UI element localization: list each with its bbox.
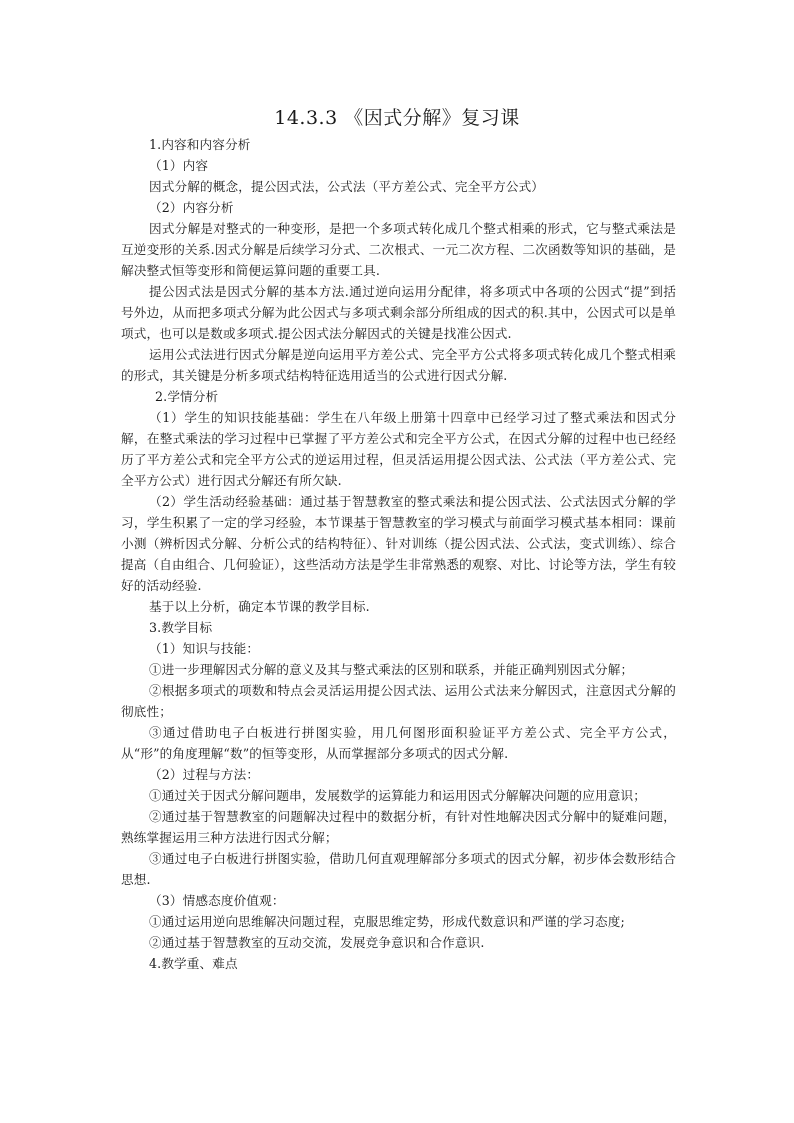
- paragraph: （2）学生活动经验基础：通过基于智慧教室的整式乘法和提公因式法、公式法因式分解的学习，学生积累了一定的学习经验，本节课基于智慧教室的学习模式与前面学习模式基本相同：课前小测（辨析因式分解、分析公式的结构特征）、针对训练（提公因式法、公式法，变式训练）、综合提高（自由组合、几何验证），这些活动方法是学生非常熟悉的观察、对比、讨论等方法，学生有较好的活动经验.: [121, 494, 676, 593]
- paragraph: 因式分解的概念，提公因式法，公式法（平方差公式、完全平方公式）: [149, 179, 545, 194]
- paragraph: 运用公式法进行因式分解是逆向运用平方差公式、完全平方公式将多项式转化成几个整式相乘的形式，其关键是分析多项式结构特征选用适当的公式进行因式分解.: [121, 347, 676, 383]
- list-item: ②根据多项式的项数和特点会灵活运用提公因式法、运用公式法来分解因式，注意因式分解的彻底性；: [121, 683, 676, 719]
- subheading-content: （1）内容: [149, 158, 209, 173]
- document-title: 14.3.3 《因式分解》复习课: [274, 107, 520, 129]
- document-body: [121, 134, 676, 974]
- list-item: ③通过电子白板进行拼图实验，借助几何直观理解部分多项式的因式分解，初步体会数形结合思想.: [121, 851, 676, 887]
- subheading-attitudes-values: （3）情感态度价值观：: [149, 893, 285, 908]
- paragraph: （1）学生的知识技能基础：学生在八年级上册第十四章中已经学习过了整式乘法和因式分解，在整式乘法的学习过程中已掌握了平方差公式和完全平方公式，在因式分解的过程中也已经经历了平方差公式和完全平方公式的逆运用过程，但灵活运用提公因式法、公式法（平方差公式、完全平方公式）进行因式分解还有所欠缺.: [121, 410, 676, 488]
- list-item: ②通过基于智慧教室的互动交流，发展竞争意识和合作意识.: [149, 935, 485, 950]
- list-item: ①进一步理解因式分解的意义及其与整式乘法的区别和联系，并能正确判别因式分解；: [149, 662, 634, 677]
- subheading-knowledge-skills: （1）知识与技能：: [149, 641, 260, 656]
- list-item: ①通过运用逆向思维解决问题过程，克服思维定势，形成代数意识和严谨的学习态度;: [149, 914, 625, 929]
- subheading-process-methods: （2）过程与方法：: [149, 767, 260, 782]
- paragraph: 提公因式法是因式分解的基本方法.通过逆向运用分配律，将多项式中各项的公因式“提”到括号外边，从而把多项式分解为此公因式与多项式剩余部分所组成的因式的积.其中，公因式可以是单项式，也可以是数或多项式.提公因式法分解因式的关键是找准公因式.: [121, 284, 676, 341]
- list-item: ③通过借助电子白板进行拼图实验，用几何图形面积验证平方差公式、完全平方公式，从“形”的角度理解“数”的恒等变形，从而掌握部分多项式的因式分解.: [121, 725, 676, 761]
- section-heading-student-analysis: 2.学情分析: [155, 389, 219, 404]
- paragraph: 基于以上分析，确定本节课的教学目标.: [149, 599, 370, 614]
- section-heading-key-difficult-points: 4.教学重、难点: [149, 956, 238, 971]
- subheading-content-analysis: （2）内容分析: [149, 200, 234, 215]
- section-heading-teaching-goals: 3.教学目标: [149, 620, 213, 635]
- list-item: ②通过基于智慧教室的问题解决过程中的数据分析，有针对性地解决因式分解中的疑难问题，熟练掌握运用三种方法进行因式分解；: [121, 809, 676, 845]
- paragraph: 因式分解是对整式的一种变形，是把一个多项式转化成几个整式相乘的形式，它与整式乘法是互逆变形的关系.因式分解是后续学习分式、二次根式、一元二次方程、二次函数等知识的基础，是解决整式恒等变形和简便运算问题的重要工具.: [121, 221, 676, 278]
- section-heading-content: 1.内容和内容分析: [149, 137, 251, 152]
- list-item: ①通过关于因式分解问题串，发展数学的运算能力和运用因式分解解决问题的应用意识；: [149, 788, 647, 803]
